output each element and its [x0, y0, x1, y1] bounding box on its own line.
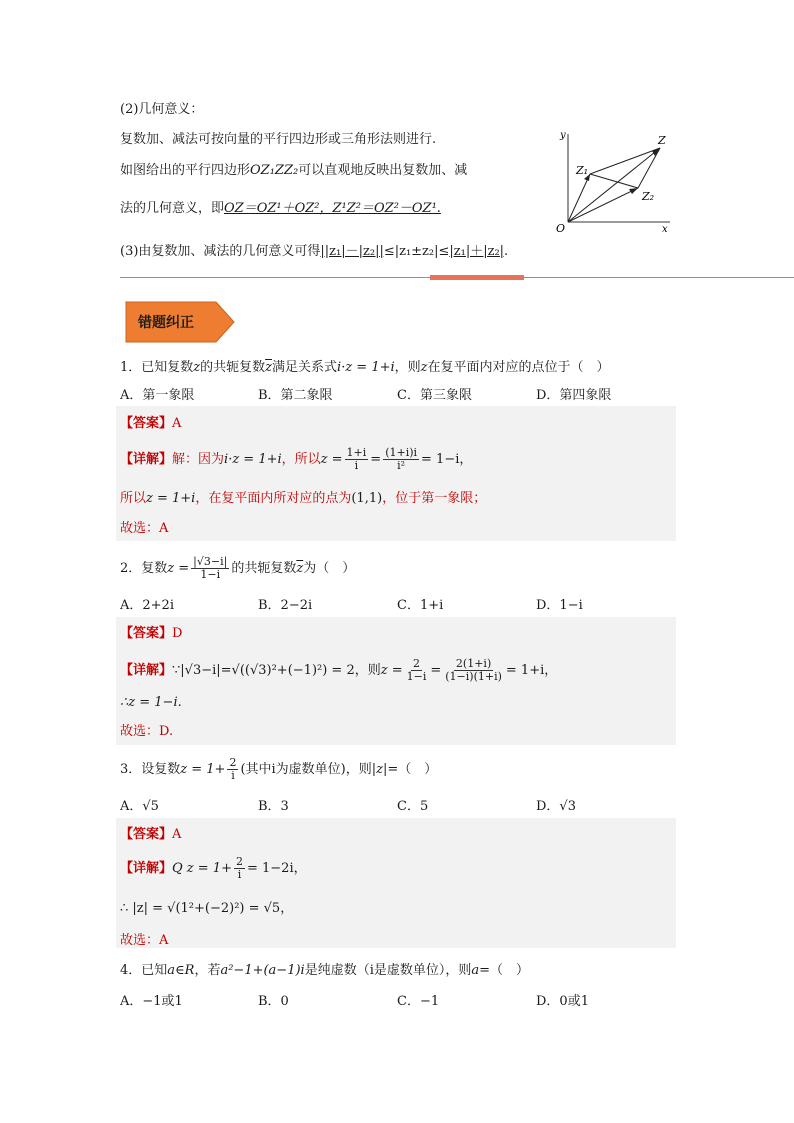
text: 满足关系式: [272, 360, 338, 375]
parallelogram-name: OZ₁ZZ₂: [250, 163, 299, 178]
inequality-mid: ≤|z₁±z₂|≤: [383, 244, 450, 259]
q1-stem: [120, 356, 610, 375]
formula: a∈R: [167, 963, 195, 978]
numerator: 1+i: [346, 446, 367, 459]
text: 3．设复数: [120, 762, 181, 777]
text: ，所以: [281, 452, 321, 467]
var: a: [471, 963, 480, 978]
text: ，在复平面内所对应的点为: [195, 491, 352, 506]
var: $\overline{z}$: [265, 360, 273, 375]
formula: √((√3)²+(−1)²) = 2: [231, 663, 355, 678]
vector-oz: [568, 148, 660, 222]
answer-tag: 【答案】: [120, 827, 173, 842]
q2-option-d: D．1−i: [536, 598, 583, 613]
section3-line: [120, 240, 508, 259]
denominator: 1−i: [406, 670, 427, 683]
text: 可以直观地反映出复数加、减: [298, 163, 468, 178]
equals: =: [430, 663, 442, 678]
inequality-left: ||z₁|－|z₂||: [320, 244, 384, 259]
text: 是纯虚数（i是虚数单位），则: [304, 963, 472, 978]
numerator: 2: [235, 855, 243, 868]
z1-label: Z₁: [576, 164, 589, 177]
formula: z = 1+i: [146, 491, 196, 506]
answer-tag: 【答案】: [120, 626, 173, 641]
q4-option-d: D．0或1: [536, 994, 589, 1009]
q4-option-b: B．0: [258, 994, 289, 1009]
vector-oz2: [568, 188, 638, 222]
q3-solution-panel: [116, 818, 676, 948]
fraction: [443, 658, 504, 683]
var: z: [193, 360, 201, 375]
fraction: [405, 658, 429, 683]
text: 如图给出的平行四边形: [120, 163, 251, 178]
formula: a²−1+(a−1)i: [220, 963, 305, 978]
q3-detail-1: [120, 856, 307, 881]
q1-solution-panel: [116, 406, 676, 541]
q3-detail-2: ∴ |z| = √(1²+(−2)²) = √5，: [120, 901, 294, 916]
text: 所以: [120, 491, 147, 506]
fraction: [227, 757, 238, 782]
text: ，若: [194, 963, 221, 978]
q2-detail-2: ∴z = 1−i.: [120, 695, 182, 710]
q2-stem: [120, 556, 355, 581]
text: ，则: [394, 360, 421, 375]
formula: = 1−i，: [421, 452, 473, 467]
vector-relation: OZ＝OZ¹＋OZ²，Z¹Z²＝OZ²－OZ¹.: [224, 201, 441, 216]
q4-stem: [120, 959, 529, 978]
numerator: 2: [412, 657, 420, 670]
formula: = 1−2i，: [246, 861, 307, 876]
numerator: |√3−i|: [193, 555, 228, 568]
text: 的共轭复数: [231, 561, 297, 576]
q2-option-b: B．2−2i: [258, 598, 313, 613]
text: ，位于第一象限；: [382, 491, 487, 506]
text: 4．已知: [120, 963, 168, 978]
formula: ∵|√3−i|=: [172, 663, 232, 678]
denominator: 1−i: [200, 568, 221, 581]
denominator: i²: [397, 459, 406, 472]
side-z1z: [590, 148, 660, 174]
detail-tag: 【详解】: [120, 861, 173, 876]
parallelogram-figure: [546, 126, 676, 236]
q3-option-b: B．3: [258, 799, 289, 814]
formula: i·z = 1+i: [224, 452, 282, 467]
vector-oz1: [568, 174, 590, 222]
q1-option-b: B．第二象限: [258, 388, 333, 403]
var: z: [420, 360, 428, 375]
q1-answer: [120, 412, 181, 431]
detail-tag: 【详解】: [120, 663, 173, 678]
formula: z =: [380, 663, 403, 678]
q2-detail-1: [120, 658, 557, 683]
z2-label: Z₂: [642, 190, 655, 203]
text: =（ ）: [479, 963, 530, 978]
text: .: [504, 244, 509, 259]
text: ，则: [354, 663, 381, 678]
q1-detail-1: [120, 447, 472, 472]
text: 2．复数: [120, 561, 168, 576]
q2-choice: 故选：D.: [120, 724, 174, 739]
q4-option-c: C．−1: [397, 994, 440, 1009]
q1-detail-2: [120, 487, 486, 506]
var: $\overline{z}$: [296, 561, 304, 576]
q3-option-a: A．√5: [120, 799, 159, 814]
section2-title: (2)几何意义：: [120, 102, 204, 117]
divider-accent: [430, 275, 524, 280]
formula: z =: [167, 561, 190, 576]
text: (3)由复数加、减法的几何意义可得: [120, 244, 321, 259]
q2-option-a: A．2+2i: [120, 598, 174, 613]
text: 的共轭复数: [200, 360, 266, 375]
q3-option-c: C．5: [397, 799, 429, 814]
section2-line1: 复数加、减法可按向量的平行四边形或三角形法则进行.: [120, 132, 437, 147]
q1-option-d: D．第四象限: [536, 388, 612, 403]
text: 法的几何意义，即: [120, 201, 225, 216]
z-label: Z: [658, 134, 666, 147]
text: 解：因为: [172, 452, 225, 467]
section2-line3: [120, 197, 441, 216]
q4-option-a: A．−1或1: [120, 994, 183, 1009]
equals: =: [370, 452, 382, 467]
denominator: (1−i)(1+i): [445, 670, 502, 683]
q2-answer: [120, 622, 182, 641]
q3-choice: 故选：A: [120, 933, 169, 948]
formula: i·z = 1+i: [337, 360, 395, 375]
x-label: x: [662, 224, 668, 235]
section2-line2: [120, 159, 467, 178]
q1-choice: 故选：A: [120, 521, 169, 536]
answer-value: A: [172, 827, 182, 842]
formula: z = 1+: [180, 762, 226, 777]
text: 在复平面内对应的点位于（ ）: [427, 360, 610, 375]
text: =（ ）: [387, 762, 438, 777]
numerator: (1+i)i: [385, 446, 418, 459]
formula: = 1+i，: [505, 663, 558, 678]
q3-stem: [120, 757, 437, 782]
fraction: [383, 447, 419, 472]
detail-tag: 【详解】: [120, 452, 173, 467]
q3-answer: [120, 823, 181, 842]
numerator: 2(1+i): [455, 657, 492, 670]
formula: |z|: [371, 762, 388, 777]
fraction: [345, 447, 369, 472]
fraction: [191, 556, 229, 581]
denominator: i: [354, 459, 359, 472]
diagonal-z1z2: [590, 174, 638, 188]
formula: Q z = 1+: [172, 861, 232, 876]
answer-value: D: [172, 626, 183, 641]
q1-option-c: C．第三象限: [397, 388, 472, 403]
text: 为（ ）: [303, 561, 356, 576]
y-label: y: [560, 130, 566, 141]
formula: z =: [320, 452, 343, 467]
banner-label: 错题纠正: [138, 315, 194, 331]
side-z2z: [638, 148, 660, 188]
fraction: [234, 856, 245, 881]
formula: (1,1): [351, 491, 383, 506]
numerator: 2: [229, 756, 237, 769]
q1-option-a: A．第一象限: [120, 388, 195, 403]
text: 1．已知复数: [120, 360, 194, 375]
denominator: i: [237, 868, 242, 881]
q2-option-c: C．1+i: [397, 598, 444, 613]
denominator: i: [231, 769, 235, 782]
inequality-right: |z₁|＋|z₂|: [449, 244, 505, 259]
q3-option-d: D．√3: [536, 799, 576, 814]
answer-value: A: [172, 416, 182, 431]
origin-label: O: [556, 222, 566, 235]
arrowhead: [629, 188, 638, 194]
text: (其中i为虚数单位)，则: [240, 762, 372, 777]
answer-tag: 【答案】: [120, 416, 173, 431]
